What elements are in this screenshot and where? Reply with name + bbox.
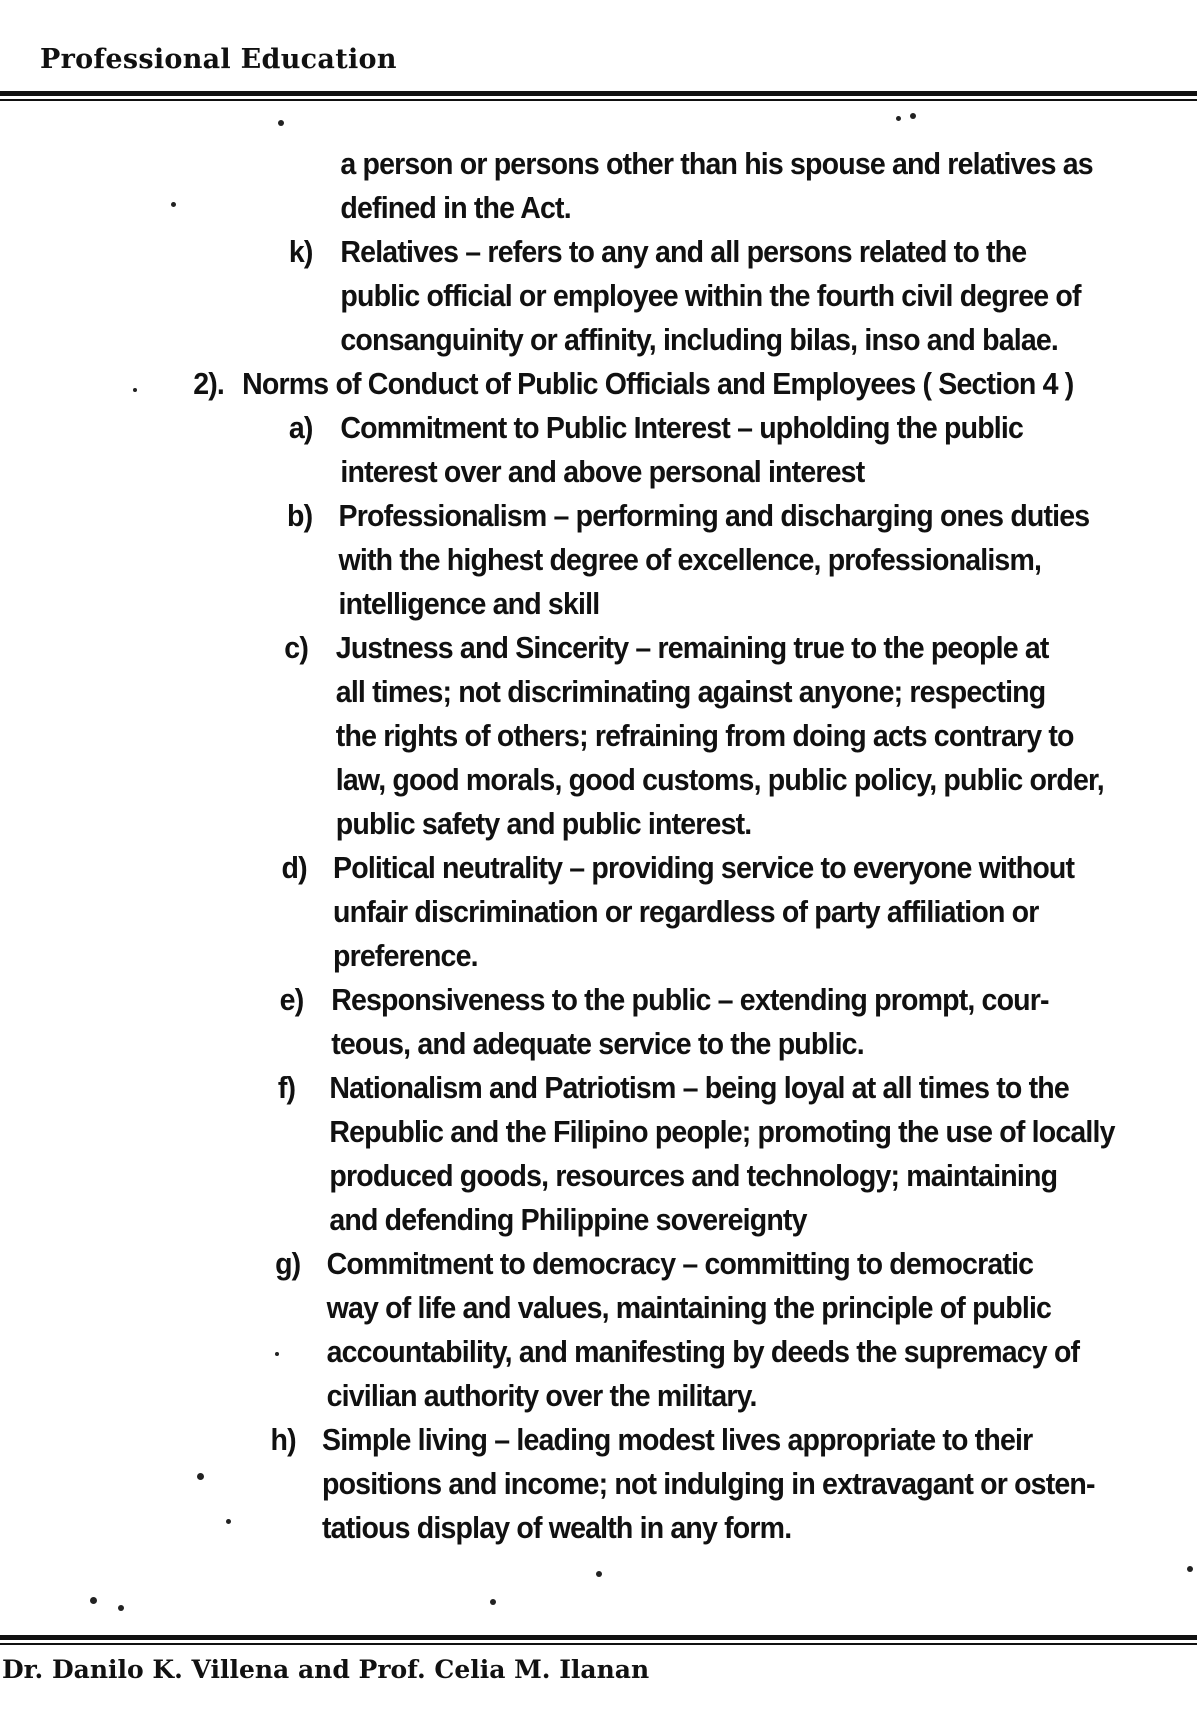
scan-speck xyxy=(226,1519,231,1524)
list-marker: d) xyxy=(281,850,307,885)
list-marker: a) xyxy=(288,410,313,445)
footer-rule-thick xyxy=(0,1635,1197,1640)
norm-item-c xyxy=(284,626,1104,846)
list-marker: k) xyxy=(288,234,313,269)
text-line: tatious display of wealth in any form. xyxy=(322,1510,792,1545)
scan-speck xyxy=(1187,1566,1193,1572)
scan-speck xyxy=(896,116,901,121)
text-line: Relatives – refers to any and all persons related to the xyxy=(340,234,1027,269)
norm-item-a xyxy=(288,406,1024,494)
norm-item-f xyxy=(277,1066,1115,1242)
scan-speck xyxy=(197,1473,204,1480)
text-line: unfair discrimination or regardless of party affiliation or xyxy=(333,894,1039,929)
scan-speck xyxy=(278,120,284,126)
text-line: intelligence and skill xyxy=(338,586,600,621)
scan-speck xyxy=(118,1605,124,1611)
text-line: law, good morals, good customs, public policy, public order, xyxy=(335,762,1104,797)
text-line: Simple living – leading modest lives appropriate to their xyxy=(322,1422,1033,1457)
text-line: Responsiveness to the public – extending prompt, cour- xyxy=(331,982,1049,1017)
section-heading xyxy=(193,362,1073,406)
scan-speck xyxy=(910,113,916,119)
scan-speck xyxy=(275,1352,279,1356)
footer-rule-thin xyxy=(0,1643,1197,1645)
scan-speck xyxy=(133,388,137,392)
footer-author-credit: Dr. Danilo K. Villena and Prof. Celia M. Ilanan xyxy=(2,1655,650,1684)
text-line: defined in the Act. xyxy=(340,190,571,225)
text-line: way of life and values, maintaining the principle of public xyxy=(326,1290,1052,1325)
text-line: Commitment to Public Interest – upholding the public xyxy=(340,410,1024,445)
text-line: Republic and the Filipino people; promoting the use of locally xyxy=(329,1114,1115,1149)
definition-item-k xyxy=(288,230,1081,362)
text-line: positions and income; not indulging in extravagant or osten- xyxy=(322,1466,1095,1501)
list-marker: c) xyxy=(284,630,308,665)
header-rule-thin xyxy=(0,99,1197,101)
list-marker: h) xyxy=(270,1422,296,1457)
list-marker: e) xyxy=(279,982,304,1017)
page-header-title: Professional Education xyxy=(40,44,397,75)
norm-item-d xyxy=(281,846,1075,978)
scan-speck xyxy=(490,1599,496,1605)
text-line: a person or persons other than his spouse and relatives as xyxy=(340,146,1093,181)
text-line: consanguinity or affinity, including bilas, inso and balae. xyxy=(340,322,1058,357)
text-line: public official or employee within the fourth civil degree of xyxy=(340,278,1081,313)
scan-speck xyxy=(596,1571,602,1577)
text-line: Political neutrality – providing service to everyone without xyxy=(333,850,1075,885)
text-line: civilian authority over the military. xyxy=(326,1378,757,1413)
text-line: and defending Philippine sovereignty xyxy=(329,1202,807,1237)
text-line: public safety and public interest. xyxy=(335,806,752,841)
norm-item-h xyxy=(270,1418,1095,1550)
norm-item-b xyxy=(287,494,1090,626)
text-line: the rights of others; refraining from doing acts contrary to xyxy=(335,718,1074,753)
text-line: with the highest degree of excellence, professionalism, xyxy=(338,542,1042,577)
text-line: interest over and above personal interest xyxy=(340,454,865,489)
continuation-text xyxy=(340,142,1092,230)
list-marker: g) xyxy=(275,1246,301,1281)
text-line: preference. xyxy=(333,938,478,973)
section-marker: 2). xyxy=(193,366,225,401)
text-line: accountability, and manifesting by deeds the supremacy of xyxy=(326,1334,1080,1369)
list-marker: b) xyxy=(287,498,313,533)
text-line: all times; not discriminating against anyone; respecting xyxy=(335,674,1046,709)
text-line: produced goods, resources and technology; maintaining xyxy=(329,1158,1058,1193)
text-line: Professionalism – performing and discharging ones duties xyxy=(338,498,1090,533)
norm-item-e xyxy=(279,978,1049,1066)
scan-speck xyxy=(90,1597,97,1604)
list-marker: f) xyxy=(277,1070,296,1105)
text-line: Commitment to democracy – committing to democratic xyxy=(326,1246,1034,1281)
section-title: Norms of Conduct of Public Officials and Employees ( Section 4 ) xyxy=(242,366,1074,401)
text-line: teous, and adequate service to the public. xyxy=(331,1026,864,1061)
scan-speck xyxy=(171,202,176,207)
text-line: Nationalism and Patriotism – being loyal at all times to the xyxy=(329,1070,1069,1105)
header-rule-thick xyxy=(0,91,1197,96)
norm-item-g xyxy=(275,1242,1080,1418)
text-line: Justness and Sincerity – remaining true to the people at xyxy=(335,630,1049,665)
